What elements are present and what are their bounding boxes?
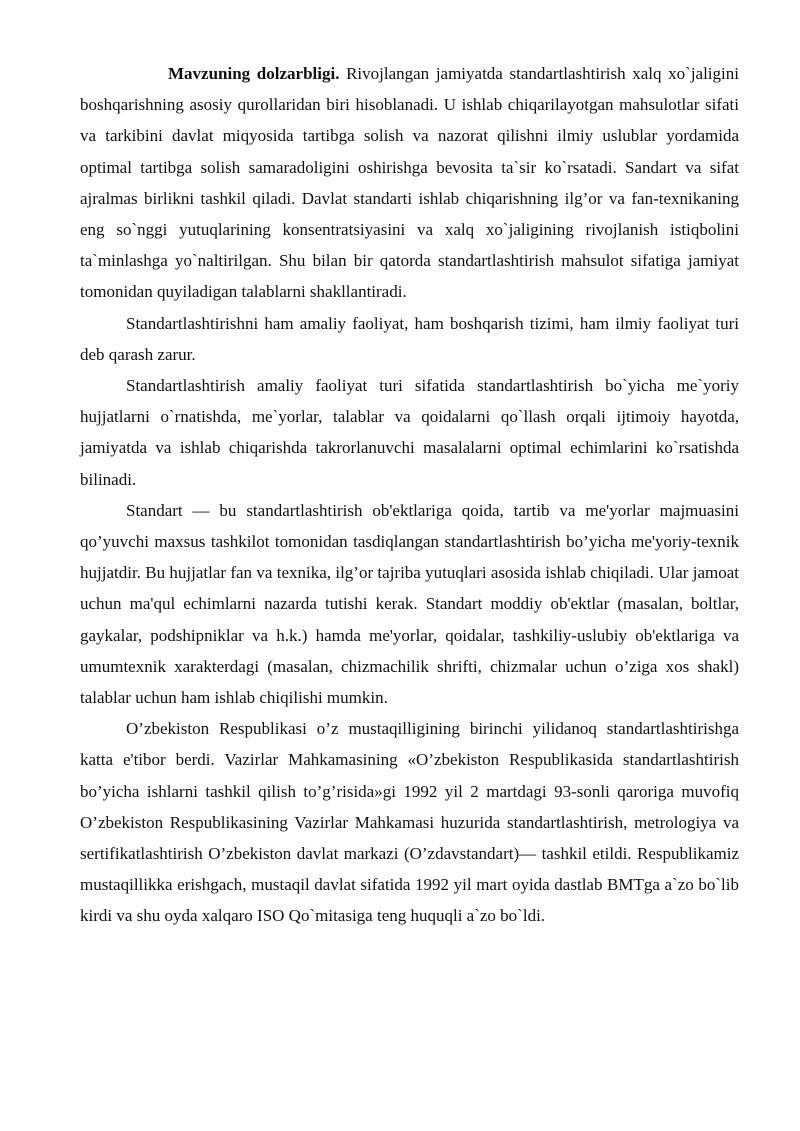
paragraph-uzbekistan-history: O’zbekiston Respublikasi o’z mustaqilligining birinchi yilidanoq standartlashtirishga katta e'tibor berdi. Vazirlar Mahkamasining «O’zbekiston Respublikasida standartlashtirish bo’yicha ishlarni tashkil qilish to’g’risida»gi 1992 yil 2 martdagi 93-sonli qaroriga muvofiq O’zbekiston Respublikasining Vazirlar Mahkamasi huzurida standartlashtirish, metrologiya va sertifikatlashtirish O’zbekiston davlat markazi (O’zdavstandart)— tashkil etildi. Respublikamiz mustaqillikka erishgach, mustaqil davlat sifatida 1992 yil mart oyida dastlab BMTga a`zo bo`lib kirdi va shu oyda xalqaro ISO Qo`mitasiga teng huquqli a`zo bo`ldi. <box>80 719 739 926</box>
intro-text: Rivojlangan jamiyatda standartlashtirish xalq xo`jaligini boshqarishning asosiy qurollaridan biri hisoblanadi. U ishlab chiqarilayotgan mahsulotlar sifati va tarkibini davlat miqyosida tartibga solish va nazorat qilishni ilmiy uslublar yordamida optimal tartibga solish samaradoligini oshirishga bevosita ta`sir ko`rsatadi. Sandart va sifat ajralmas birlikni tashkil qiladi. Davlat standarti ishlab chiqarishning ilg’or va fan-texnikaning eng so`nggi yutuqlarining konsentratsiyasini va xalq xo`jaligining rivojlanish istiqbolini ta`minlashga yo`naltirilgan. Shu bilan bir qatorda standartlashtirish mahsulot sifatiga jamiyat tomonidan quyiladigan talablarni shakllantiradi. <box>80 64 739 302</box>
paragraph-approach: Standartlashtirishni ham amaliy faoliyat, ham boshqarish tizimi, ham ilmiy faoliyat turi deb qarash zarur. <box>80 313 739 364</box>
section-heading: Mavzuning dolzarbligi. <box>168 64 340 83</box>
document-page <box>80 58 739 932</box>
paragraph-practical-activity: Standartlashtirish amaliy faoliyat turi sifatida standartlashtirish bo`yicha me`yoriy hujjatlarni o`rnatishda, me`yorlar, talablar va qoidalarni qo`llash orqali ijtimoiy hayotda, jamiyatda va ishlab chiqarishda takrorlanuvchi masalalarni optimal echimlarini ko`rsatishda bilinadi. <box>80 376 739 489</box>
intro-paragraph <box>80 58 739 308</box>
paragraph-standard-definition: Standart — bu standartlashtirish ob'ektlariga qoida, tartib va me'yorlar majmuasini qo’yuvchi maxsus tashkilot tomonidan tasdiqlangan standartlashtirish bo’yicha me'yoriy-texnik hujjatdir. Bu hujjatlar fan va texnika, ilg’or tajriba yutuqlari asosida ishlab chiqiladi. Ular jamoat uchun ma'qul echimlarni nazarda tutishi kerak. Standart moddiy ob'ektlar (masalan, boltlar, gaykalar, podshipniklar va h.k.) hamda me'yorlar, qoidalar, tashkiliy-uslubiy ob'ektlariga va umumtexnik xarakterdagi (masalan, chizmachilik shrifti, chizmalar uchun o’ziga xos shakl) talablar uchun ham ishlab chiqilishi mumkin. <box>80 500 739 708</box>
